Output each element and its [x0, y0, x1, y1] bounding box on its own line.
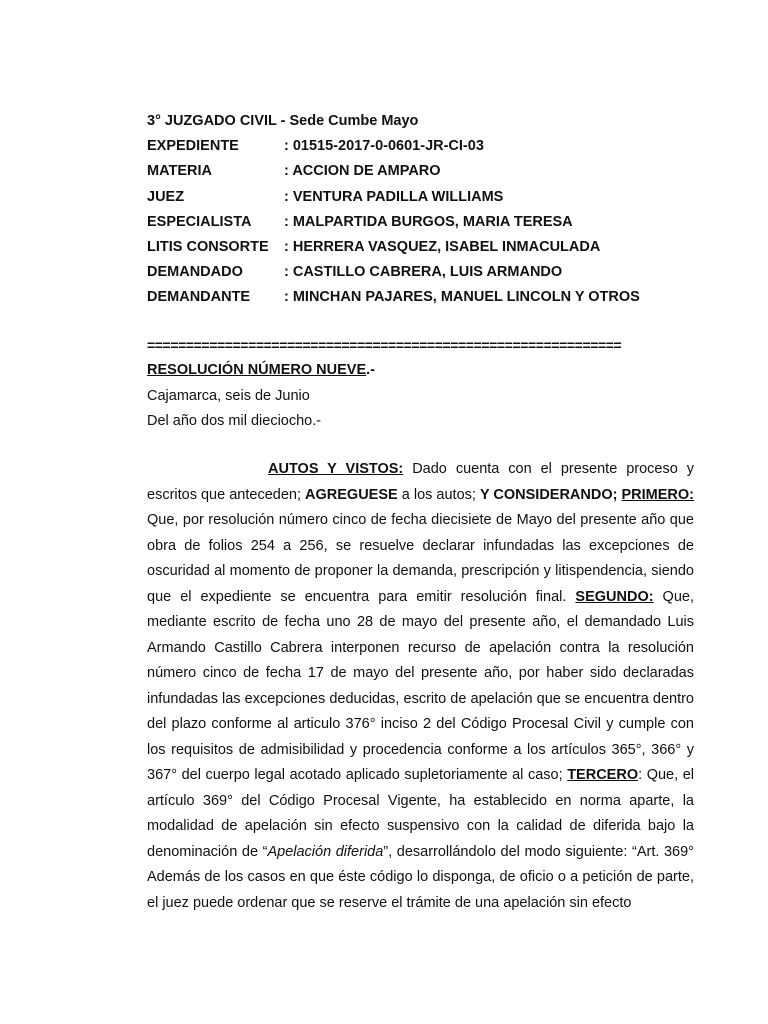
section-separator: ============================================================= — [147, 337, 622, 353]
body-text-6: : Que, el artículo 369° del Código Procesal Vigente, ha establecido en norma aparte, la modalidad de apelación sin efecto suspensivo con la calidad de diferida bajo la denominación de “ — [147, 767, 695, 860]
considerando-label: Y CONSIDERANDO; — [479, 486, 618, 503]
meta-row-especialista — [147, 210, 707, 235]
meta-value: : 01515-2017-0-0601-JR-CI-03 — [284, 138, 484, 155]
resolution-title — [147, 358, 375, 384]
meta-row-materia — [147, 159, 707, 184]
place-date: Cajamarca, seis de Junio — [147, 387, 310, 404]
court-name: 3° JUZGADO CIVIL - Sede Cumbe Mayo — [147, 113, 419, 129]
resolution-title-suffix: .- — [366, 362, 375, 378]
segundo-label: SEGUNDO: — [575, 588, 654, 605]
body-text-2: a los autos; — [397, 486, 480, 503]
body-text-4: Que, por resolución número cinco de fecha diecisiete de Mayo del presente año que obra de folios 254 a 256, se resuelve declarar infundadas las excepciones de oscuridad al momento de proponer la demanda, prescripción y litispendencia, siendo que el expediente se encuentra para emitir resolución final. — [147, 512, 694, 605]
meta-value: : ACCION DE AMPARO — [284, 163, 441, 180]
resolution-title-text: RESOLUCIÓN NÚMERO NUEVE — [147, 362, 367, 378]
meta-row-juez — [147, 185, 707, 210]
meta-value: : VENTURA PADILLA WILLIAMS — [284, 188, 504, 205]
meta-label: DEMANDANTE — [147, 289, 251, 306]
autos-label: AUTOS Y VISTOS: — [268, 461, 404, 477]
tercero-label: TERCERO — [567, 767, 639, 783]
meta-label: JUEZ — [147, 188, 185, 205]
meta-row-litis-consorte — [147, 235, 707, 260]
apelacion-diferida-term: Apelación diferida — [267, 843, 384, 860]
year-line: Del año dos mil dieciocho.- — [147, 413, 322, 429]
primero-label: PRIMERO: — [621, 486, 695, 503]
meta-label: DEMANDADO — [147, 264, 243, 281]
meta-label: LITIS CONSORTE — [147, 238, 269, 255]
resolution-block — [147, 358, 375, 435]
meta-row-demandado — [147, 260, 707, 285]
body-text-5: Que, mediante escrito de fecha uno 28 de mayo del presente año, el demandado Luis Armando Castillo Cabrera interponen recurso de apelación contra la resolución número cinco de fecha 17 de mayo del presente año, por haber sido declaradas infundadas las excepciones deducidas, escrito de apelación que se encuentra dentro del plazo conforme al articulo 376° inciso 2 del Código Procesal Civil y cumple con los requisitos de admisibilidad y procedencia conforme a los artículos 365°, 366° y 367° del cuerpo legal acotado aplicado supletoriamente al caso; — [147, 588, 694, 783]
case-header — [147, 109, 707, 311]
meta-label: MATERIA — [147, 163, 212, 180]
meta-row-expediente — [147, 134, 707, 159]
resolution-body — [147, 457, 694, 916]
agreguese-label: AGREGUESE — [305, 486, 398, 503]
meta-value: : MINCHAN PAJARES, MANUEL LINCOLN Y OTROS — [284, 289, 640, 306]
body-paragraph — [147, 457, 694, 916]
body-text-7: ”, desarrollándolo del modo siguiente: “Art. 369° Además de los casos en que éste código lo disponga, de oficio o a petición de parte, el juez puede ordenar que se reserve el trámite de una apelación sin efecto — [147, 843, 694, 911]
meta-value: : HERRERA VASQUEZ, ISABEL INMACULADA — [284, 238, 601, 255]
body-text-1: Dado cuenta con el presente proceso y escritos que anteceden; — [147, 461, 694, 503]
meta-value: : MALPARTIDA BURGOS, MARIA TERESA — [284, 213, 573, 230]
meta-value: : CASTILLO CABRERA, LUIS ARMANDO — [284, 264, 563, 281]
meta-label: ESPECIALISTA — [147, 213, 252, 230]
meta-label: EXPEDIENTE — [147, 138, 239, 155]
meta-row-demandante — [147, 285, 707, 310]
